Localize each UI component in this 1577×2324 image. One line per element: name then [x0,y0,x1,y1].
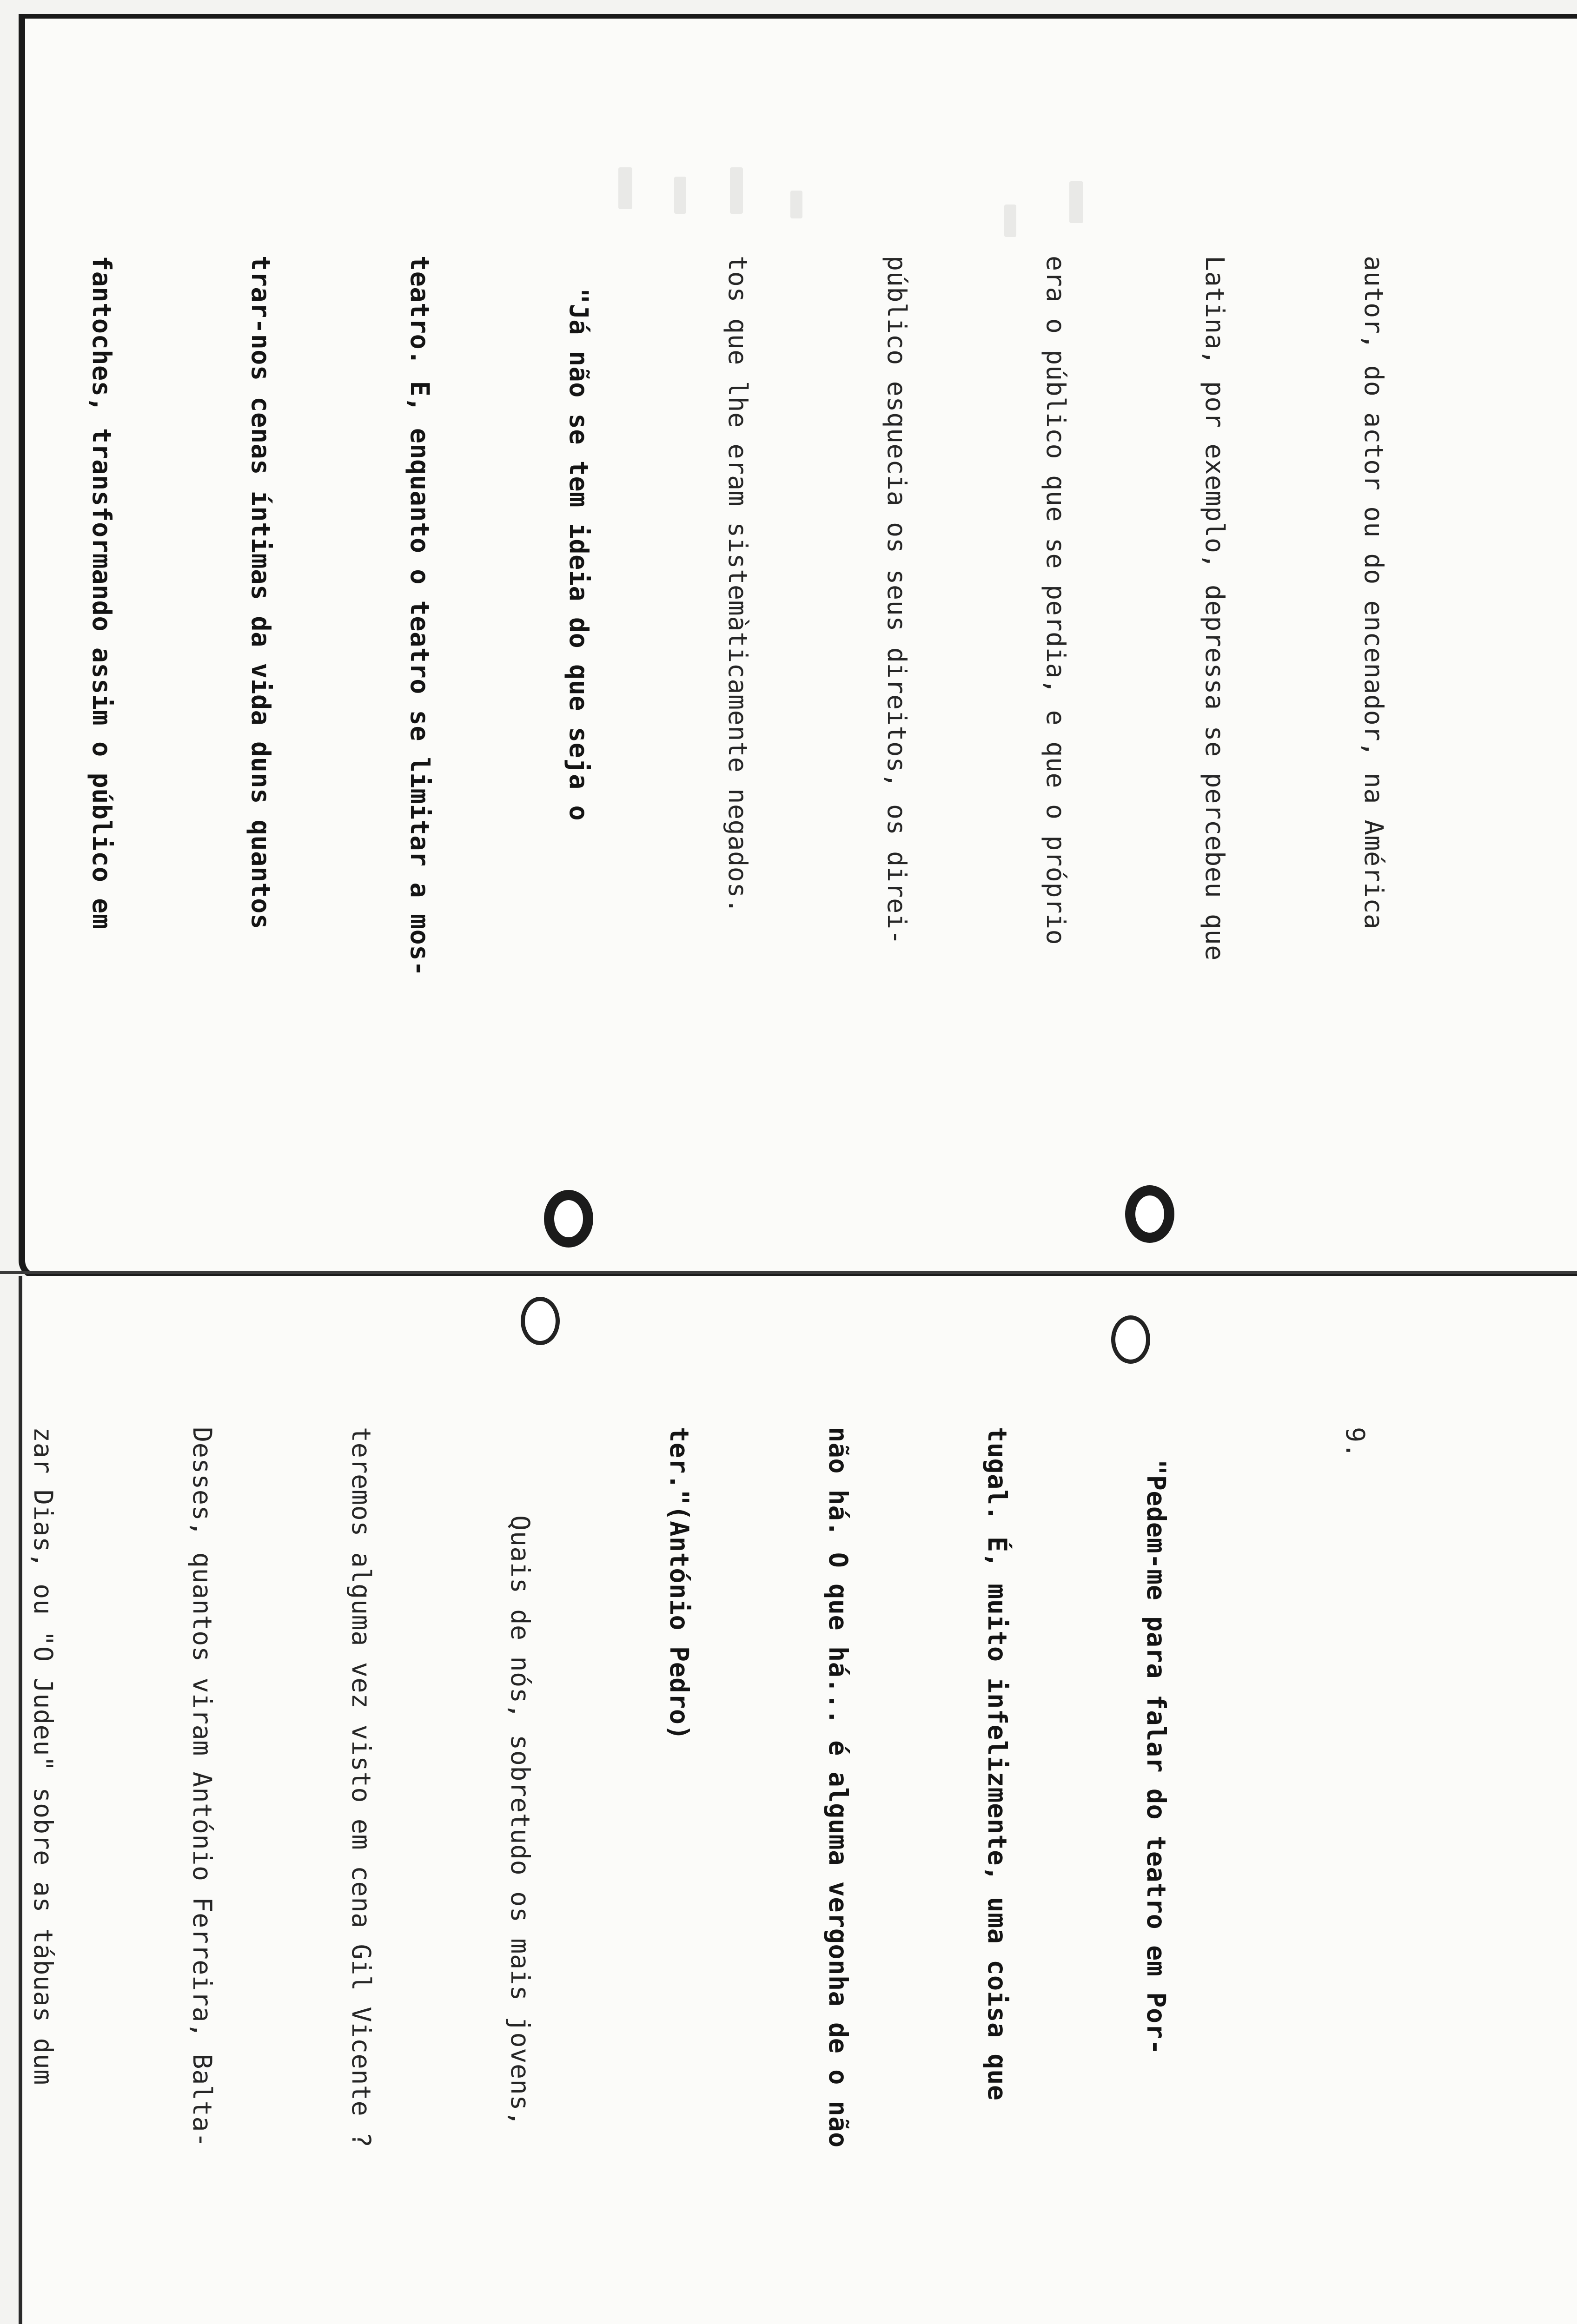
text-line: público esquecia os seus direitos, os direi- [882,256,912,945]
citation-line: ter."(António Pedro) [664,1427,694,1741]
quote-line: não há. O que há... é alguma vergonha de o não [823,1427,853,2148]
text-line: Desses, quantos viram António Ferreira, Balta- [187,1427,217,2148]
text-line: zar Dias, ou "O Judeu" sobre as tábuas dum [28,1427,58,2085]
text-line: era o público que se perdia, e que o próprio [1041,256,1071,945]
text-line: Latina, por exemplo, depressa se percebeu que [1200,256,1230,961]
show-through-mark [790,191,802,218]
show-through-mark [1069,181,1083,223]
quote-line: "Pedem-me para falar do teatro em Por- [1141,1459,1171,2055]
page-8-text [0,256,1506,1278]
quote-line: trar-nos cenas íntimas da vida duns quantos [246,256,276,930]
text-line: Quais de nós, sobretudo os mais jovens, [505,1515,535,2126]
quote-line: "Já não se tem ideia do que seja o [564,288,594,821]
show-through-mark [618,167,632,209]
show-through-mark [730,167,743,214]
show-through-mark [1004,205,1016,237]
page-number: 9. [1340,1427,1370,1459]
quote-line: tugal. É, muito infelizmente, uma coisa que [982,1427,1012,2101]
text-line: autor, do actor ou do encenador, na América [1359,256,1389,930]
quote-line: fantoches, transformando assim o público em [87,256,117,930]
page-9-text [0,1427,1488,2324]
text-line: teremos alguma vez visto em cena Gil Vicente ? [346,1427,376,2148]
punch-hole-icon [521,1297,560,1345]
text-line: tos que lhe eram sistemàticamente negados. [723,256,753,914]
quote-line: teatro. E, enquanto o teatro se limitar a mos- [405,256,435,977]
show-through-mark [674,177,686,214]
punch-hole-icon [1111,1315,1150,1364]
